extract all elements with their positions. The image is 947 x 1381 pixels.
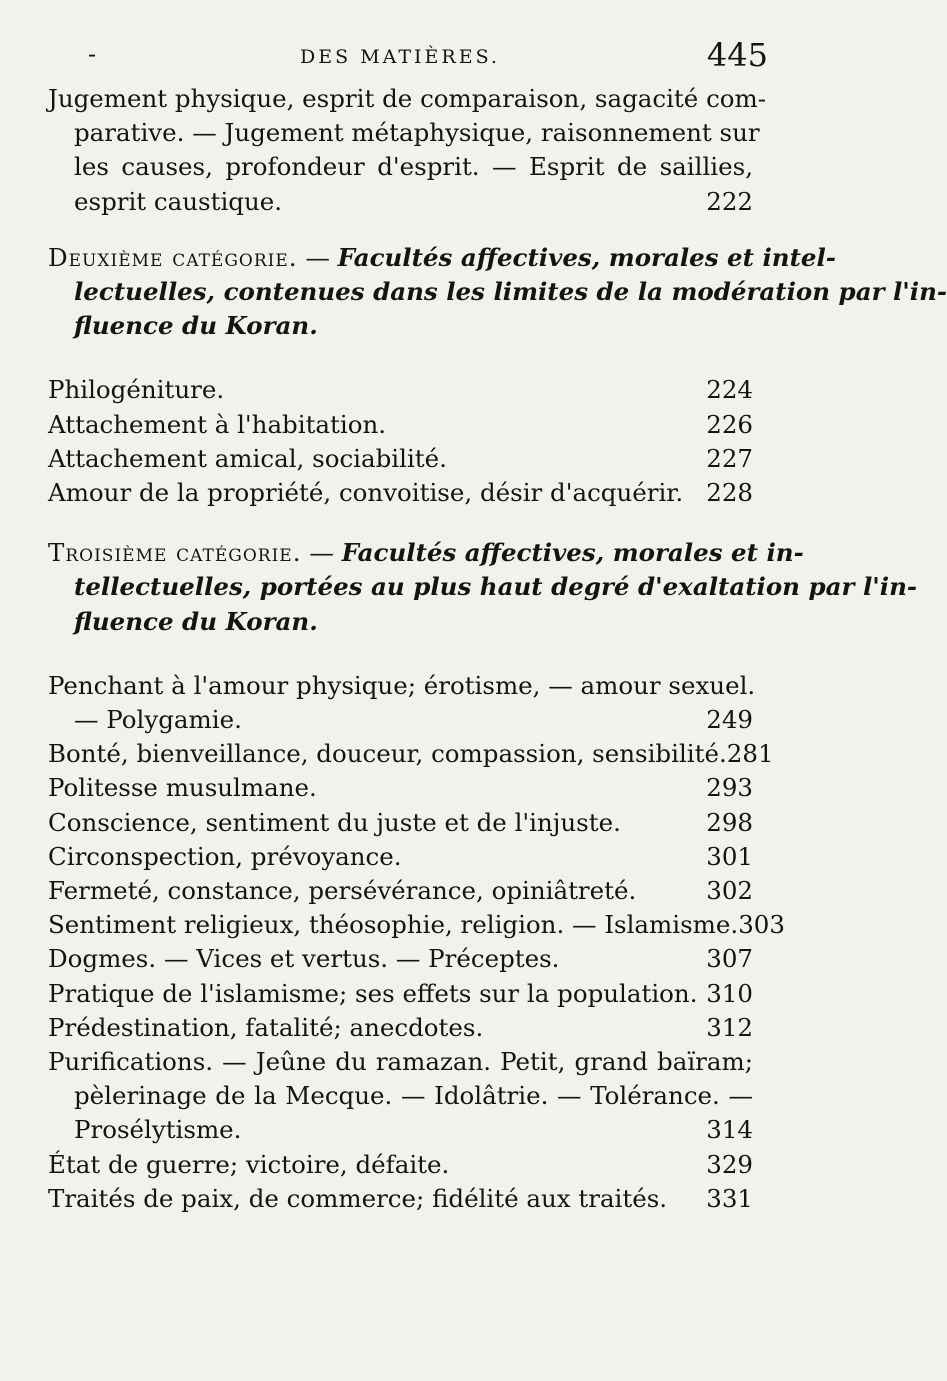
entry-page: 314 [706,1115,753,1145]
table-of-contents [48,82,947,1216]
toc-entry [48,373,753,407]
entry-line: Purifications. — Jeûne du ramazan. Petit, grand baïram; [48,1047,753,1077]
category-title: fluence du Koran. [74,606,318,636]
entry-page: 222 [706,186,753,216]
entry-line: les causes, profondeur d'esprit. — Esprit de saillies, [74,152,753,182]
entry-text: État de guerre; victoire, défaite. [48,1149,450,1179]
entry-page: 307 [706,944,753,974]
entry-page: 331 [706,1183,753,1213]
category-heading-3 [48,536,918,639]
toc-entry [48,1011,753,1045]
entry-text: Sentiment religieux, théosophie, religion. — Islamisme. [48,910,739,940]
entry-page: 301 [706,841,753,871]
toc-entry [48,942,753,976]
entry-page: 227 [706,443,753,473]
toc-entry [48,476,753,510]
entries-category-3 [48,737,785,1045]
toc-entry-jugement [48,82,767,219]
entries-category-2 [48,373,753,510]
entries-category-4 [48,1148,753,1216]
entry-page: 298 [706,807,753,837]
running-header [0,34,800,84]
entry-page: 303 [738,910,785,940]
entry-page: 329 [706,1149,753,1179]
entry-text: Bonté, bienveillance, douceur, compassion, sensibilité. [48,739,727,769]
entry-page: 224 [706,375,753,405]
toc-entry [48,1182,753,1216]
toc-entry [48,442,753,476]
entry-text: Attachement amical, sociabilité. [48,443,447,473]
entry-page: 281 [726,739,774,769]
entry-line: Prosélytisme. [74,1115,242,1145]
toc-entry [48,908,785,942]
page-number: 445 [706,36,768,74]
toc-entry [48,1148,753,1182]
category-dash: — [309,538,334,568]
toc-entry [48,840,753,874]
category-title: tellectuelles, portées au plus haut degré d'exaltation par l'in- [74,572,918,602]
entry-line: Jugement physique, esprit de comparaison, sagacité com- [48,84,767,113]
entry-text: Fermeté, constance, persévérance, opiniâtreté. [48,876,637,906]
entry-text: Dogmes. — Vices et vertus. — Préceptes. [48,944,560,974]
header-title: DES MATIÈRES. [300,46,500,68]
entry-page: 228 [706,478,753,508]
toc-entry [48,806,753,840]
category-label: Deuxième catégorie. [48,242,298,272]
entry-text: Pratique de l'islamisme; ses effets sur la population. [48,978,698,1008]
entry-page: 293 [706,773,753,803]
entry-text: Attachement à l'habitation. [48,409,387,439]
entry-page: 249 [706,705,753,735]
category-heading-2 [48,241,947,344]
toc-entry [48,874,753,908]
entry-line: — Polygamie. [74,705,242,735]
entry-text: Amour de la propriété, convoitise, désir d'acquérir. [48,478,684,508]
category-title: fluence du Koran. [74,311,318,341]
entry-text: Politesse musulmane. [48,773,317,803]
entry-line: Penchant à l'amour physique; érotisme, — amour sexuel. [48,670,756,700]
category-label: Troisième catégorie. [48,538,302,568]
toc-entry-purifications [48,1045,753,1148]
entry-text: Prédestination, fatalité; anecdotes. [48,1012,484,1042]
entry-text: Circonspection, prévoyance. [48,841,402,871]
toc-entry [48,771,753,805]
entry-page: 302 [706,876,753,906]
entry-text: Philogéniture. [48,375,225,405]
toc-entry [48,977,753,1011]
entry-page: 310 [706,978,753,1008]
entry-text: Conscience, sentiment du juste et de l'injuste. [48,807,621,837]
entry-line: pèlerinage de la Mecque. — Idolâtrie. — Tolérance. — [74,1081,753,1111]
entry-text: Traités de paix, de commerce; fidélité aux traités. [48,1183,668,1213]
category-title: lectuelles, contenues dans les limites de la modération par l'in- [74,277,947,307]
entry-page: 312 [706,1012,753,1042]
entry-line: parative. — Jugement métaphysique, raisonnement sur [74,118,760,148]
toc-entry-polygamie [48,669,756,737]
entry-line: esprit caustique. [74,186,283,216]
category-dash: — [305,242,330,272]
category-title: Facultés affectives, morales et in- [341,538,804,568]
category-title: Facultés affectives, morales et intel- [337,242,836,272]
toc-entry [48,408,753,442]
entry-page: 226 [706,409,753,439]
header-dash: - [88,40,97,68]
toc-entry [48,737,774,771]
